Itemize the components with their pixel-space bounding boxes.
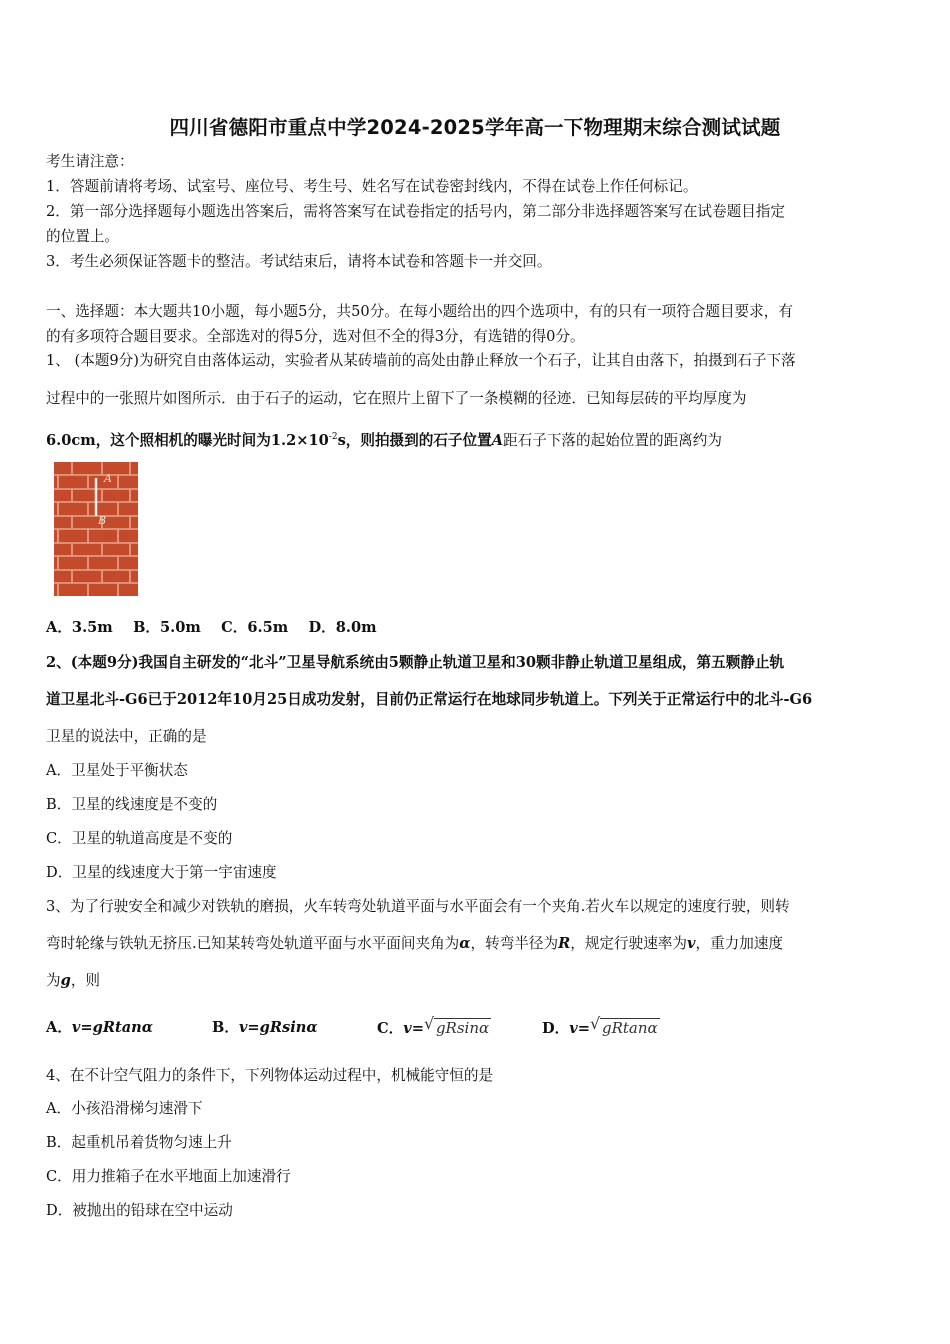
notice-heading: 考生请注意： xyxy=(46,153,134,170)
q2-line-1: 2、(本题9分)我国自主研发的“北斗”卫星导航系统由5颗静止轨道卫星和30颗非静止轨道卫星组成，第五颗静止轨 xyxy=(46,654,785,671)
q3-line-2-a: 弯时轮缘与铁轨无挤压.已知某转弯处轨道平面与水平面间夹角为 xyxy=(46,935,460,952)
q3-option-c-pre: v= xyxy=(403,1020,424,1037)
q2-option-b: B．卫星的线速度是不变的 xyxy=(46,796,218,813)
label-b: B xyxy=(98,514,107,527)
q3-line-2-c: ，规定行驶速率为 xyxy=(570,935,687,952)
q3-option-b-label: B． xyxy=(212,1019,239,1036)
q1-line-2: 过程中的一张照片如图所示．由于石子的运动，它在照片上留下了一条模糊的径迹．已知每层砖的平均厚度为 xyxy=(46,390,747,407)
q3-line-2-d: ，重力加速度 xyxy=(695,935,784,952)
notice-item-3: 3．考生必须保证答题卡的整洁。考试结束后，请将本试卷和答题卡一并交回。 xyxy=(46,253,552,270)
radical-sign-icon: √ xyxy=(589,1014,601,1033)
q1-exponent: -2 xyxy=(328,432,338,442)
q1-line-3 xyxy=(46,427,908,451)
notice-item-2: 2．第一部分选择题每小题选出答案后，需将答案写在试卷指定的括号内，第二部分非选择题答案写在试卷题目指定 xyxy=(46,203,785,220)
q1-line-3-a: 6.0cm，这个照相机的曝光时间为1.2×10 xyxy=(46,431,329,449)
q1-line-3-c: 距石子下落的起始位置的距离约为 xyxy=(503,431,722,449)
q2-option-a: A．卫星处于平衡状态 xyxy=(46,762,188,779)
notice-item-1: 1．答题前请将考场、试室号、座位号、考生号、姓名写在试卷密封线内，不得在试卷上作任何标记。 xyxy=(46,178,698,195)
exam-title: 四川省德阳市重点中学2024-2025学年高一下物理期末综合测试试题 xyxy=(169,116,781,139)
q2-line-2: 道卫星北斗-G6已于2012年10月25日成功发射，目前仍正常运行在地球同步轨道上。下列关于正常运行中的北斗-G6 xyxy=(46,691,813,708)
q3-option-d-radicand: gRtanα xyxy=(601,1019,658,1037)
q3-var-alpha: α xyxy=(459,935,471,952)
q3-line-3-a: 为 xyxy=(46,972,61,989)
q3-var-r: R xyxy=(558,935,571,952)
q4-option-a: A．小孩沿滑梯匀速滑下 xyxy=(46,1100,203,1117)
q3-var-g: g xyxy=(60,972,71,989)
q4-option-b: B．起重机吊着货物匀速上升 xyxy=(46,1134,232,1151)
q1-options: A．3.5m B．5.0m C．6.5m D．8.0m xyxy=(46,619,377,636)
q2-option-d: D．卫星的线速度大于第一宇宙速度 xyxy=(46,864,277,881)
q3-option-a-label: A． xyxy=(46,1019,72,1036)
q3-option-c-sqrt xyxy=(423,1014,493,1039)
q3-option-c-radicand: gRsinα xyxy=(435,1019,490,1037)
q1-var-a: A xyxy=(491,431,504,449)
q3-option-c xyxy=(377,1014,493,1039)
q2-line-3: 卫星的说法中，正确的是 xyxy=(46,728,207,745)
label-a: A xyxy=(104,472,112,485)
q2-option-c: C．卫星的轨道高度是不变的 xyxy=(46,830,233,847)
q3-option-d-pre: v= xyxy=(569,1020,590,1037)
q3-option-b-expr: v=gRsinα xyxy=(238,1019,318,1036)
notice-item-2-cont: 的位置上。 xyxy=(46,228,119,245)
q3-var-v: v xyxy=(687,935,696,952)
q1-line-1: 1、 (本题9分)为研究自由落体运动，实验者从某砖墙前的高处由静止释放一个石子，让其自由落下，拍摄到石子下落 xyxy=(46,352,796,369)
q3-line-3-b: ，则 xyxy=(70,972,101,989)
section-instruction-2: 的有多项符合题目要求。全部选对的得5分，选对但不全的得3分，有选错的得0分。 xyxy=(46,328,585,345)
q3-line-3 xyxy=(46,971,908,991)
q4-option-c: C．用力推箱子在水平地面上加速滑行 xyxy=(46,1168,291,1185)
q3-option-c-label: C． xyxy=(377,1020,404,1037)
q3-line-1: 3、为了行驶安全和减少对铁轨的磨损，火车转弯处轨道平面与水平面会有一个夹角.若火车以规定的速度行驶，则转 xyxy=(46,898,790,915)
section-instruction-1: 一、选择题：本大题共10小题，每小题5分，共50分。在每小题给出的四个选项中，有的只有一项符合题目要求，有 xyxy=(46,303,793,320)
q3-line-2 xyxy=(46,934,908,954)
radical-sign-icon: √ xyxy=(423,1014,435,1033)
q4-line-1: 4、在不计空气阻力的条件下，下列物体运动过程中，机械能守恒的是 xyxy=(46,1067,494,1084)
brick-wall-figure xyxy=(54,462,138,596)
q3-option-b xyxy=(212,1018,318,1038)
q3-option-d-label: D． xyxy=(542,1020,570,1037)
q4-option-d: D．被抛出的铅球在空中运动 xyxy=(46,1202,233,1219)
q1-line-3-b: s，则拍摄到的石子位置 xyxy=(337,431,492,449)
q3-option-a xyxy=(46,1018,153,1038)
q3-option-d xyxy=(542,1014,662,1039)
q3-option-a-expr: v=gRtanα xyxy=(71,1019,153,1036)
q3-line-2-b: ，转弯半径为 xyxy=(470,935,559,952)
q3-option-d-sqrt xyxy=(589,1014,662,1039)
